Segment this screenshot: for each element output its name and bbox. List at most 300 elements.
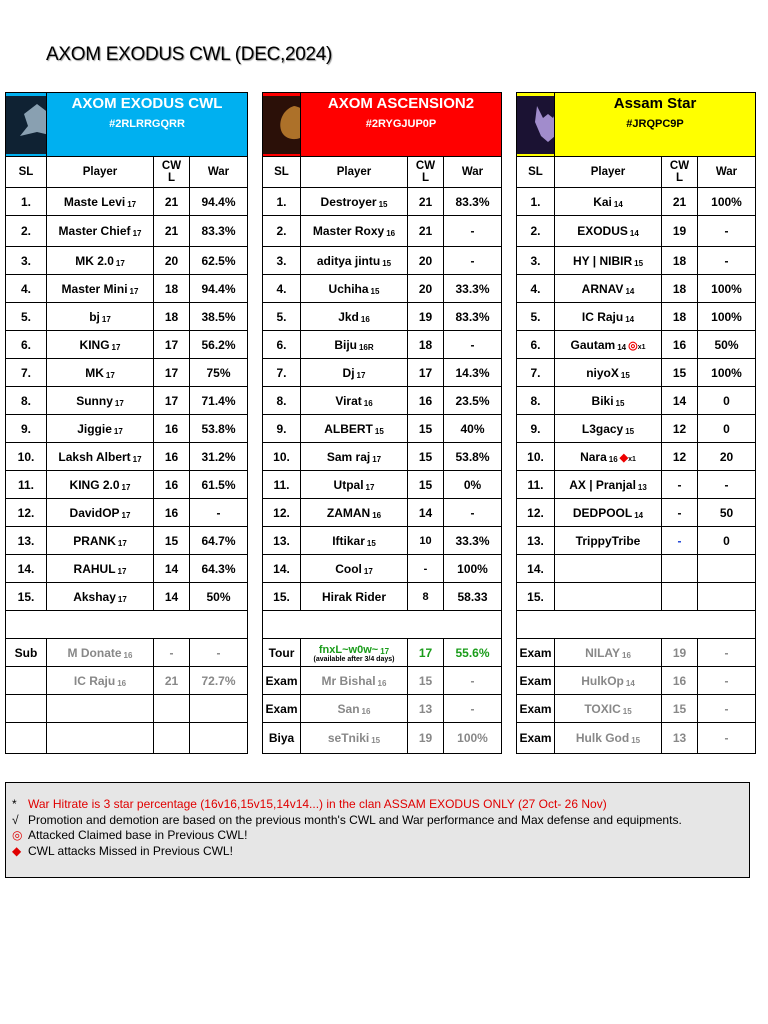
town-hall-level: 15: [374, 426, 384, 436]
town-hall-level: 16: [372, 510, 382, 520]
notes-box: [5, 782, 750, 878]
clan-logo: [263, 93, 301, 157]
sub-player-cell: [47, 639, 154, 667]
serial-number: 3.: [517, 247, 555, 275]
player-row: [517, 583, 756, 611]
town-hall-level: 14: [634, 510, 644, 520]
player-row: [6, 275, 248, 303]
player-row: [263, 275, 502, 303]
serial-number: 9.: [517, 415, 555, 443]
cwl-count: 8: [408, 583, 444, 611]
player-row: [263, 471, 502, 499]
war-hitrate: 61.5%: [190, 471, 248, 499]
town-hall-level: 16: [361, 706, 371, 716]
player-row: [517, 499, 756, 527]
player-cell: [301, 359, 408, 387]
player-row: [517, 555, 756, 583]
sub-row: [263, 723, 502, 754]
war-hitrate: 33.3%: [444, 275, 502, 303]
cwl-count: 10: [408, 527, 444, 555]
cwl-label: CW L: [415, 160, 436, 184]
war-hitrate: -: [698, 667, 756, 695]
cwl-count: [154, 723, 190, 754]
sub-role: Exam: [263, 667, 301, 695]
sub-role: [6, 695, 47, 723]
clan-name: AXOM EXODUS CWL: [71, 95, 223, 112]
war-hitrate: 100%: [698, 303, 756, 331]
town-hall-level: 17: [132, 454, 142, 464]
column-header-player: Player: [301, 157, 408, 188]
availability-note: (available after 3/4 days): [313, 655, 395, 663]
player-name: fnxL~w0w~: [318, 643, 379, 656]
clan-banner: [301, 93, 502, 157]
player-name: Destroyer: [320, 194, 377, 209]
serial-number: 12.: [6, 499, 47, 527]
serial-number: 12.: [517, 499, 555, 527]
player-name: NILAY: [585, 645, 620, 660]
player-cell: [47, 471, 154, 499]
serial-number: 10.: [517, 443, 555, 471]
player-cell: [47, 387, 154, 415]
town-hall-level: 15: [378, 199, 388, 209]
column-header-sl: SL: [263, 157, 301, 188]
town-hall-level: 17: [117, 594, 127, 604]
war-hitrate: 75%: [190, 359, 248, 387]
player-name: ALBERT: [324, 421, 373, 436]
player-name: Nara: [580, 449, 607, 464]
serial-number: 8.: [263, 387, 301, 415]
player-name: ARNAV: [581, 281, 624, 296]
sub-row: [263, 667, 502, 695]
war-hitrate: -: [444, 216, 502, 247]
war-hitrate: 14.3%: [444, 359, 502, 387]
serial-number: 7.: [6, 359, 47, 387]
serial-number: 10.: [263, 443, 301, 471]
serial-number: 4.: [517, 275, 555, 303]
player-cell: [301, 499, 408, 527]
sub-row: [6, 639, 248, 667]
player-cell: [301, 188, 408, 216]
column-header-cwl: [408, 157, 444, 188]
war-hitrate: 33.3%: [444, 527, 502, 555]
serial-number: 14.: [517, 555, 555, 583]
war-hitrate: 94.4%: [190, 188, 248, 216]
serial-number: 3.: [6, 247, 47, 275]
note-line-hitrate: [12, 797, 749, 813]
player-row: [263, 359, 502, 387]
player-name: HulkOp: [581, 673, 624, 688]
cwl-count: 15: [408, 667, 444, 695]
town-hall-level: 14: [625, 678, 635, 688]
spacer-row: [517, 611, 756, 639]
cwl-count: 15: [408, 415, 444, 443]
player-row: [263, 527, 502, 555]
town-hall-level: 17: [101, 314, 111, 324]
player-cell: [555, 555, 662, 583]
player-name: ZAMAN: [326, 505, 371, 520]
cwl-count: 16: [154, 415, 190, 443]
town-hall-level: 17: [356, 370, 366, 380]
sub-player-cell: [301, 667, 408, 695]
mark-count: x1: [637, 343, 646, 351]
player-name: Master Chief: [58, 224, 131, 238]
town-hall-level: 15: [371, 736, 381, 745]
cwl-count: 19: [662, 639, 698, 667]
player-row: [263, 555, 502, 583]
player-row: [6, 499, 248, 527]
target-icon: ◎: [628, 339, 638, 352]
serial-number: 5.: [263, 303, 301, 331]
town-hall-level: 15: [625, 426, 635, 436]
cwl-count: -: [408, 555, 444, 583]
cwl-count: 17: [154, 359, 190, 387]
cwl-count: [154, 695, 190, 723]
war-hitrate: -: [444, 331, 502, 359]
serial-number: 11.: [6, 471, 47, 499]
sub-row: [517, 639, 756, 667]
sub-row: [517, 723, 756, 754]
clan-logo: [517, 93, 555, 157]
town-hall-level: 17: [115, 258, 125, 268]
player-name: KING: [79, 337, 110, 352]
town-hall-level: 14: [613, 199, 623, 209]
player-row: [517, 188, 756, 216]
town-hall-level: 15: [366, 538, 376, 548]
cwl-count: 15: [408, 471, 444, 499]
clan-logo: [6, 93, 47, 157]
cwl-count: 18: [662, 303, 698, 331]
war-hitrate: 53.8%: [190, 415, 248, 443]
player-row: [517, 443, 756, 471]
serial-number: 12.: [263, 499, 301, 527]
player-row: [263, 188, 502, 216]
war-hitrate: [190, 695, 248, 723]
player-row: [263, 216, 502, 247]
war-hitrate: -: [444, 247, 502, 275]
player-cell: [301, 415, 408, 443]
serial-number: 11.: [517, 471, 555, 499]
player-row: [6, 359, 248, 387]
town-hall-level: 15: [634, 258, 644, 268]
player-name: Jiggie: [77, 421, 112, 436]
cwl-count: 15: [662, 695, 698, 723]
player-cell: [555, 188, 662, 216]
player-name: MK 2.0: [75, 253, 114, 268]
player-row: [517, 303, 756, 331]
war-hitrate: [698, 555, 756, 583]
player-row: [263, 583, 502, 611]
player-name: IC Raju: [581, 309, 624, 324]
war-hitrate: -: [698, 471, 756, 499]
war-hitrate: 62.5%: [190, 247, 248, 275]
player-cell: [555, 583, 662, 611]
war-hitrate: 64.7%: [190, 527, 248, 555]
player-cell: [555, 387, 662, 415]
war-hitrate: -: [698, 723, 756, 754]
war-hitrate: 20: [698, 443, 756, 471]
war-hitrate: [698, 583, 756, 611]
war-hitrate: 83.3%: [444, 303, 502, 331]
player-cell: [47, 331, 154, 359]
war-hitrate: 0%: [444, 471, 502, 499]
serial-number: 7.: [263, 359, 301, 387]
player-cell: [555, 247, 662, 275]
serial-number: 13.: [517, 527, 555, 555]
town-hall-level: 13: [637, 482, 647, 492]
player-row: [517, 216, 756, 247]
note-line-promotion: [12, 813, 749, 829]
clan-name: AXOM ASCENSION2: [327, 95, 475, 112]
player-name: Uchiha: [328, 281, 369, 296]
cwl-count: 17: [408, 639, 444, 667]
player-cell: [301, 527, 408, 555]
sub-player-cell: [301, 695, 408, 723]
column-header-war: War: [444, 157, 502, 188]
serial-number: 15.: [6, 583, 47, 611]
cwl-count: 20: [408, 247, 444, 275]
cwl-label: CW L: [161, 160, 182, 184]
town-hall-level: 16: [360, 314, 370, 324]
serial-number: 9.: [6, 415, 47, 443]
player-name: Biki: [591, 393, 614, 408]
war-hitrate: -: [444, 667, 502, 695]
sub-role: Sub: [6, 639, 47, 667]
player-cell: [301, 471, 408, 499]
cwl-count: 13: [408, 695, 444, 723]
serial-number: 10.: [6, 443, 47, 471]
cwl-count: 18: [662, 275, 698, 303]
player-name: MK: [85, 365, 104, 380]
war-hitrate: -: [698, 247, 756, 275]
player-name: PRANK: [73, 533, 116, 548]
player-name: IC Raju: [73, 673, 116, 688]
player-cell: [301, 443, 408, 471]
serial-number: 6.: [263, 331, 301, 359]
serial-number: 11.: [263, 471, 301, 499]
war-hitrate: 0: [698, 387, 756, 415]
cwl-count: 12: [662, 415, 698, 443]
wolf-logo-icon: [6, 96, 46, 154]
serial-number: 9.: [263, 415, 301, 443]
column-header-cwl: [662, 157, 698, 188]
war-hitrate: 100%: [698, 188, 756, 216]
player-name: Kai: [593, 194, 612, 209]
player-row: [263, 331, 502, 359]
serial-number: 8.: [517, 387, 555, 415]
player-name: Sunny: [76, 393, 113, 408]
town-hall-level: 17: [121, 510, 131, 520]
town-hall-level: 16: [608, 454, 618, 464]
town-hall-level: 14: [629, 229, 639, 238]
player-row: [6, 555, 248, 583]
player-row: [6, 303, 248, 331]
player-row: [6, 471, 248, 499]
player-row: [263, 499, 502, 527]
player-row: [517, 387, 756, 415]
cwl-count: 18: [408, 331, 444, 359]
column-header-player: Player: [47, 157, 154, 188]
serial-number: 1.: [263, 188, 301, 216]
war-hitrate: -: [190, 499, 248, 527]
cwl-count: 19: [408, 303, 444, 331]
player-name: DavidOP: [69, 505, 120, 520]
clan-tag: #2RYGJUP0P: [365, 118, 437, 130]
cwl-count: 14: [154, 555, 190, 583]
clan-table-2: [262, 92, 502, 754]
serial-number: 14.: [6, 555, 47, 583]
player-row: [263, 387, 502, 415]
player-name: Sam raj: [326, 449, 371, 464]
war-hitrate: [190, 723, 248, 754]
player-cell: [555, 471, 662, 499]
town-hall-level: 17: [113, 426, 123, 436]
player-name: TrippyTribe: [575, 533, 641, 548]
war-hitrate: 38.5%: [190, 303, 248, 331]
cwl-count: 21: [408, 188, 444, 216]
player-row: [6, 188, 248, 216]
war-hitrate: 0: [698, 527, 756, 555]
sub-role: [6, 723, 47, 754]
player-cell: [47, 499, 154, 527]
war-hitrate: 58.33: [444, 583, 502, 611]
sub-player-cell: [555, 723, 662, 754]
sub-role: Exam: [517, 639, 555, 667]
player-name: TOXIC: [584, 701, 621, 716]
player-row: [6, 527, 248, 555]
war-hitrate: 50: [698, 499, 756, 527]
serial-number: 6.: [6, 331, 47, 359]
serial-number: 8.: [6, 387, 47, 415]
cwl-count: 21: [662, 188, 698, 216]
war-hitrate: 71.4%: [190, 387, 248, 415]
cwl-count: [662, 583, 698, 611]
sub-row: [6, 723, 248, 754]
cwl-count: 16: [154, 443, 190, 471]
clan-table-3: [516, 92, 756, 754]
player-cell: [555, 359, 662, 387]
cwl-count: -: [662, 527, 698, 555]
town-hall-level: 17: [121, 482, 131, 492]
player-cell: [301, 387, 408, 415]
war-hitrate: 100%: [698, 359, 756, 387]
player-name: Cool: [335, 561, 362, 576]
spacer-row: [263, 611, 502, 639]
war-hitrate: -: [444, 695, 502, 723]
war-hitrate: 72.7%: [190, 667, 248, 695]
player-name: Utpal: [333, 477, 364, 492]
cwl-count: [662, 555, 698, 583]
player-cell: [555, 331, 662, 359]
war-hitrate: -: [698, 695, 756, 723]
war-hitrate: 23.5%: [444, 387, 502, 415]
dragon-logo-icon: [263, 96, 300, 154]
player-row: [517, 527, 756, 555]
player-cell: [47, 527, 154, 555]
player-row: [6, 443, 248, 471]
player-cell: [301, 247, 408, 275]
cwl-count: 12: [662, 443, 698, 471]
war-hitrate: 53.8%: [444, 443, 502, 471]
player-cell: [47, 415, 154, 443]
player-name: AX | Pranjal: [569, 477, 636, 492]
war-hitrate: 83.3%: [444, 188, 502, 216]
sub-row: [6, 695, 248, 723]
player-cell: [555, 443, 662, 471]
serial-number: 3.: [263, 247, 301, 275]
target-icon: ◎: [12, 828, 23, 842]
cwl-count: 14: [408, 499, 444, 527]
cwl-count: 20: [408, 275, 444, 303]
serial-number: 13.: [263, 527, 301, 555]
sub-player-cell: [555, 667, 662, 695]
serial-number: 2.: [6, 216, 47, 247]
player-cell: [301, 275, 408, 303]
town-hall-level: 17: [105, 370, 115, 380]
clan-banner: [555, 93, 756, 157]
player-name: RAHUL: [73, 561, 116, 576]
player-cell: [555, 216, 662, 247]
town-hall-level: 16: [386, 229, 396, 238]
player-name: Iftikar: [332, 533, 365, 548]
player-cell: [47, 247, 154, 275]
town-hall-level: 16: [123, 650, 133, 660]
check-icon: √: [12, 812, 19, 827]
clan-tag: #2RLRRGQRR: [109, 118, 185, 130]
sub-role: Biya: [263, 723, 301, 754]
town-hall-level: 17: [127, 199, 137, 209]
sub-player-cell: [301, 639, 408, 667]
player-name: seTniki: [327, 731, 370, 745]
town-hall-level: 14: [625, 286, 635, 296]
town-hall-level: 15: [370, 286, 380, 296]
note-text: Promotion and demotion are based on the previous month's CWL and War performance and Max defense and equipments.: [28, 812, 682, 827]
serial-number: 7.: [517, 359, 555, 387]
player-name: Laksh Albert: [58, 449, 131, 464]
war-hitrate: 0: [698, 415, 756, 443]
column-header-player: Player: [555, 157, 662, 188]
cwl-count: 21: [154, 216, 190, 247]
cwl-count: 15: [408, 443, 444, 471]
player-name: Mr Bishal: [321, 673, 376, 688]
town-hall-level: 15: [382, 258, 392, 268]
player-cell: [47, 216, 154, 247]
war-hitrate: -: [698, 639, 756, 667]
note-line-claimed: [12, 828, 749, 844]
serial-number: 2.: [517, 216, 555, 247]
sub-role: Tour: [263, 639, 301, 667]
cwl-count: 17: [154, 387, 190, 415]
war-hitrate: 64.3%: [190, 555, 248, 583]
player-name: KING 2.0: [69, 477, 120, 492]
town-hall-level: 16: [363, 398, 373, 408]
cwl-count: 21: [154, 188, 190, 216]
sub-role: Exam: [517, 723, 555, 754]
player-name: Akshay: [73, 589, 116, 604]
player-name: Gautam: [570, 337, 616, 352]
serial-number: 4.: [6, 275, 47, 303]
player-row: [517, 471, 756, 499]
town-hall-level: 17: [111, 342, 121, 352]
diamond-icon: ◆: [619, 451, 629, 464]
sub-player-cell: [47, 667, 154, 695]
sub-player-cell: [301, 723, 408, 754]
player-row: [517, 275, 756, 303]
player-row: [6, 583, 248, 611]
player-row: [6, 216, 248, 247]
spacer-row: [6, 611, 248, 639]
war-hitrate: 56.2%: [190, 331, 248, 359]
player-cell: [555, 415, 662, 443]
